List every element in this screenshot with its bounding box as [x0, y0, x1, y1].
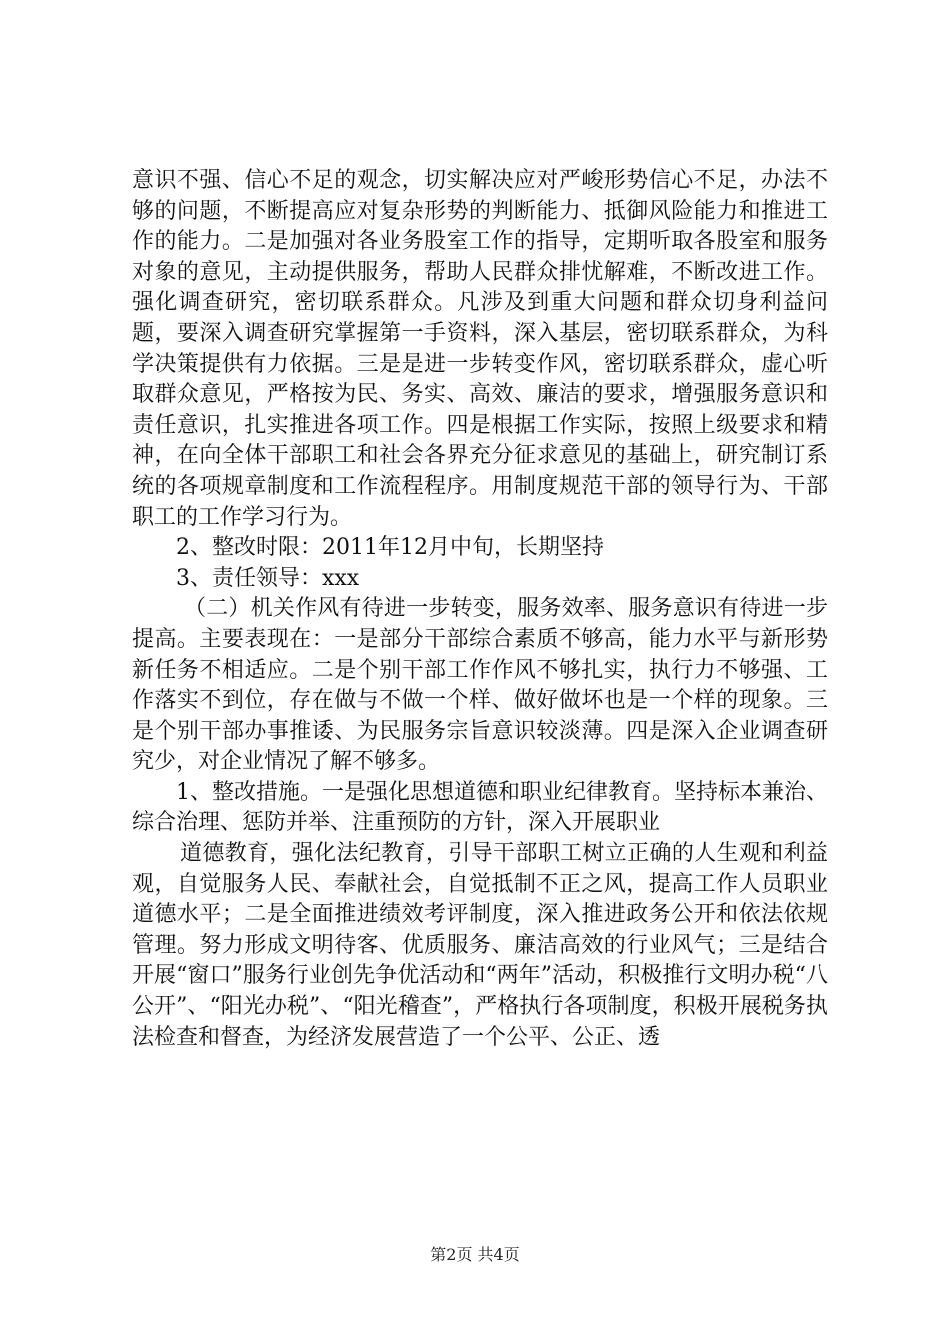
paragraph-deadline: 2、整改时限：2011年12月中旬，长期坚持 — [176, 535, 604, 561]
paragraph-moral-education: 道德教育，强化法纪教育，引导干部职工树立正确的人生观和利益观，自觉服务人民、奉献社会，自觉抵制不正之风，提高工作人员职业道德水平；二是全面推进绩效考评制度，深入推进政务公开和依法依规管理。努力形成文明待客、优质服务、廉洁高效的行业风气；三是结合开展“窗口”服务行业创先争优活动和“两年”活动，积极推行文明办税“八公开”、“阳光办税”、“阳光稽查”，严格执行各项制度，积极开展税务执法检查和督查，为经济发展营造了一个公平、公正、透 — [132, 841, 828, 1050]
paragraph-responsible-leader: 3、责任领导：xxx — [176, 565, 360, 591]
paragraph-rectification-measures: 1、整改措施。一是强化思想道德和职业纪律教育。坚持标本兼治、综合治理、惩防并举、注重预防的方针，深入开展职业 — [132, 779, 828, 836]
document-body — [132, 166, 828, 1053]
page-footer: 第2页 共4页 — [430, 1245, 520, 1264]
paragraph-continuation: 意识不强、信心不足的观念，切实解决应对严峻形势信心不足，办法不够的问题，不断提高应对复杂形势的判断能力、抵御风险能力和推进工作的能力。二是加强对各业务股室工作的指导，定期听取各股室和服务对象的意见，主动提供服务，帮助人民群众排忧解难，不断改进工作。强化调查研究，密切联系群众。凡涉及到重大问题和群众切身利益问题，要深入调查研究掌握第一手资料，深入基层，密切联系群众，为科学决策提供有力依据。三是是进一步转变作风，密切联系群众，虚心听取群众意见，严格按为民、务实、高效、廉洁的要求，增强服务意识和责任意识，扎实推进各项工作。四是根据工作实际，按照上级要求和精神，在向全体干部职工和社会各界充分征求意见的基础上，研究制订系统的各项规章制度和工作流程程序。用制度规范干部的领导行为、干部职工的工作学习行为。 — [132, 168, 828, 530]
paragraph-section-two: （二）机关作风有待进一步转变，服务效率、服务意识有待进一步提高。主要表现在：一是部分干部综合素质不够高，能力水平与新形势新任务不相适应。二是个别干部工作作风不够扎实，执行力不够强、工作落实不到位，存在做与不做一个样、做好做坏也是一个样的现象。三是个别干部办事推诿、为民服务宗旨意识较淡薄。四是深入企业调查研究少，对企业情况了解不够多。 — [132, 596, 828, 775]
